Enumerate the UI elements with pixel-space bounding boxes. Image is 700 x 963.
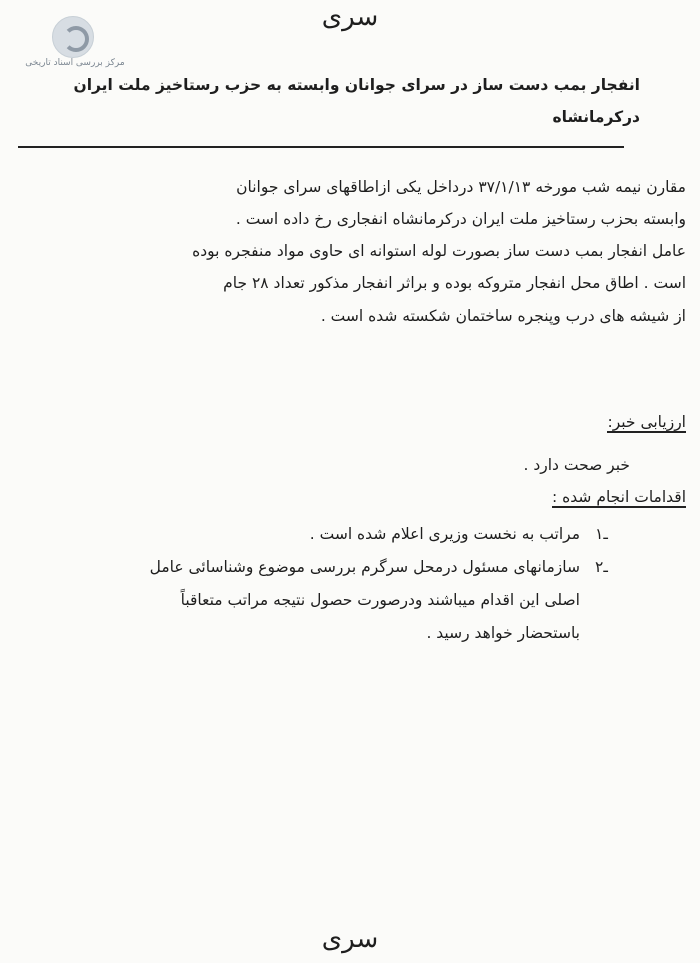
evaluation-heading [607, 415, 686, 431]
action-1-line-1: مراتب به نخست وزیری اعلام شده است . [309, 525, 580, 543]
title-divider [18, 146, 624, 148]
body-line-4: است . اطاق محل انفجار متروکه بوده و براثر انفجار مذکور تعداد ۲۸ جام [223, 274, 686, 292]
title-line-1: انفجار بمب دست ساز در سرای جوانان وابسته به حزب رستاخیز ملت ایران [73, 76, 640, 94]
classification-top: سری [321, 2, 379, 32]
watermark-text: مرکز بررسی اسناد تاریخی [25, 58, 125, 68]
body-line-3: عامل انفجار بمب دست ساز بصورت لوله استوانه ای حاوی مواد منفجره بوده [192, 242, 686, 260]
archive-logo-icon [52, 16, 94, 58]
title-line-2: درکرمانشاه [552, 108, 640, 126]
action-2-line-3: باستحضار خواهد رسید . [426, 624, 580, 642]
action-2-line-2: اصلی این اقدام میباشند ودرصورت حصول نتیجه مراتب متعاقباً [180, 591, 580, 609]
body-line-2: وابسته بحزب رستاخیز ملت ایران درکرمانشاه انفجاری رخ داده است . [235, 210, 686, 228]
action-2-line-1: سازمانهای مسئول درمحل سرگرم بررسی موضوع وشناسائی عامل [149, 558, 580, 576]
actions-heading [552, 490, 686, 506]
action-2-number: ۲ـ [595, 558, 608, 576]
body-line-5: از شیشه های درب وپنجره ساختمان شکسته شده است . [320, 307, 686, 325]
evaluation-heading-text: ارزیابی خبر: [607, 413, 686, 431]
actions-heading-text: اقدامات انجام شده : [552, 488, 686, 506]
action-1-number: ۱ـ [595, 525, 608, 543]
body-line-1: مقارن نیمه شب مورخه ۳۷/۱/۱۳ درداخل یکی ازاطاقهای سرای جوانان [236, 178, 686, 196]
classification-bottom: سری [321, 924, 379, 954]
archive-watermark [10, 10, 140, 70]
evaluation-text: خبر صحت دارد . [523, 456, 630, 474]
